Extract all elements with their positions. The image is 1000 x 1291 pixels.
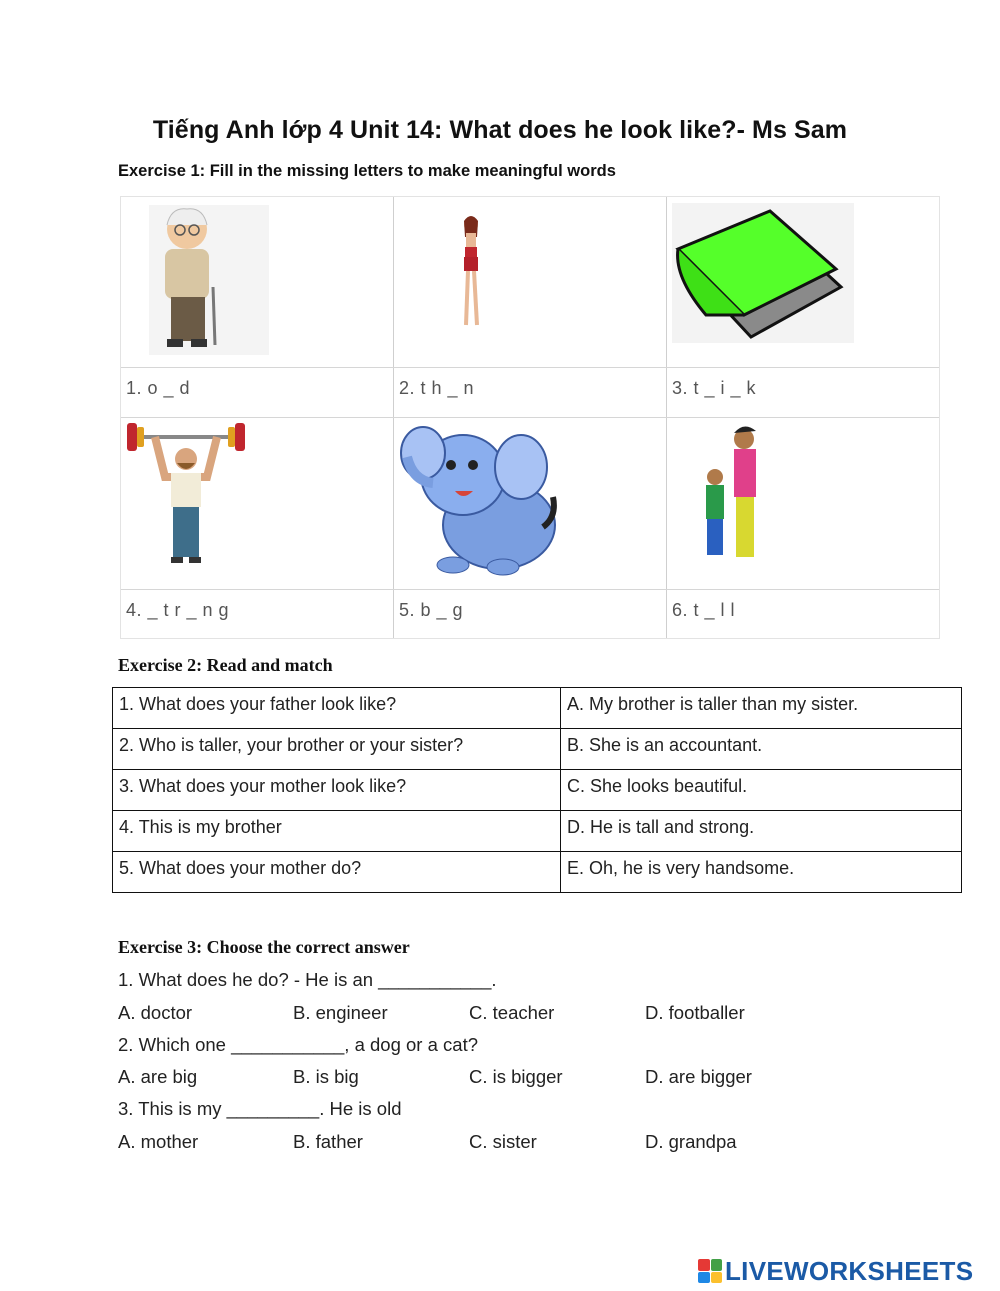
answer-cell: C. She looks beautiful. xyxy=(561,770,962,811)
question-3: 3. This is my _________. He is old xyxy=(118,1098,402,1119)
answer-cell: E. Oh, he is very handsome. xyxy=(561,852,962,893)
word-2-label: 2. t h _ n xyxy=(399,378,475,398)
logo-text: LIVEWORKSHEETS xyxy=(725,1255,974,1286)
answer-cell: A. My brother is taller than my sister. xyxy=(561,688,962,729)
q2-option-c[interactable]: C. is bigger xyxy=(469,1066,563,1087)
table-row xyxy=(113,852,962,893)
word-3-label: 3. t _ i _ k xyxy=(672,378,757,398)
question-2: 2. Which one ___________, a dog or a cat? xyxy=(118,1034,478,1055)
liveworksheets-logo xyxy=(698,1256,973,1286)
answer-cell: B. She is an accountant. xyxy=(561,729,962,770)
table-row xyxy=(113,811,962,852)
answer-cell: D. He is tall and strong. xyxy=(561,811,962,852)
exercise1-heading: Exercise 1: Fill in the missing letters to make meaningful words xyxy=(118,162,616,180)
q3-option-b[interactable]: B. father xyxy=(293,1131,363,1152)
question-cell: 4. This is my brother xyxy=(113,811,561,852)
q3-option-c[interactable]: C. sister xyxy=(469,1131,537,1152)
question-cell: 3. What does your mother look like? xyxy=(113,770,561,811)
thin-woman-icon xyxy=(393,197,666,367)
big-elephant-icon xyxy=(393,417,666,589)
q3-option-d[interactable]: D. grandpa xyxy=(645,1131,737,1152)
q2-option-a[interactable]: A. are big xyxy=(118,1066,198,1087)
word-1-label: 1. o _ d xyxy=(126,378,191,398)
q1-option-a[interactable]: A. doctor xyxy=(118,1002,193,1023)
q1-option-b[interactable]: B. engineer xyxy=(293,1002,388,1023)
logo-mark-icon xyxy=(698,1259,722,1283)
q2-option-d[interactable]: D. are bigger xyxy=(645,1066,752,1087)
q1-option-c[interactable]: C. teacher xyxy=(469,1002,555,1023)
match-table xyxy=(112,687,962,893)
exercise3-heading: Exercise 3: Choose the correct answer xyxy=(118,937,410,957)
strong-man-icon xyxy=(121,417,393,589)
question-cell: 5. What does your mother do? xyxy=(113,852,561,893)
table-row xyxy=(113,688,962,729)
word-5-label: 5. b _ g xyxy=(399,600,464,620)
old-man-icon xyxy=(121,197,393,367)
q3-option-a[interactable]: A. mother xyxy=(118,1131,199,1152)
question-cell: 1. What does your father look like? xyxy=(113,688,561,729)
exercise2-heading: Exercise 2: Read and match xyxy=(118,655,333,675)
word-4-label: 4. _ t r _ n g xyxy=(126,600,230,620)
exercise1-grid xyxy=(120,196,940,639)
page-title: Tiếng Anh lớp 4 Unit 14: What does he look like?- Ms Sam xyxy=(152,116,848,144)
table-row xyxy=(113,770,962,811)
table-row xyxy=(113,729,962,770)
thick-book-icon xyxy=(666,197,939,367)
tall-man-icon xyxy=(666,417,939,589)
question-cell: 2. Who is taller, your brother or your sister? xyxy=(113,729,561,770)
word-6-label: 6. t _ l l xyxy=(672,600,736,620)
question-1: 1. What does he do? - He is an ___________. xyxy=(118,969,497,990)
q1-option-d[interactable]: D. footballer xyxy=(645,1002,745,1023)
q2-option-b[interactable]: B. is big xyxy=(293,1066,359,1087)
